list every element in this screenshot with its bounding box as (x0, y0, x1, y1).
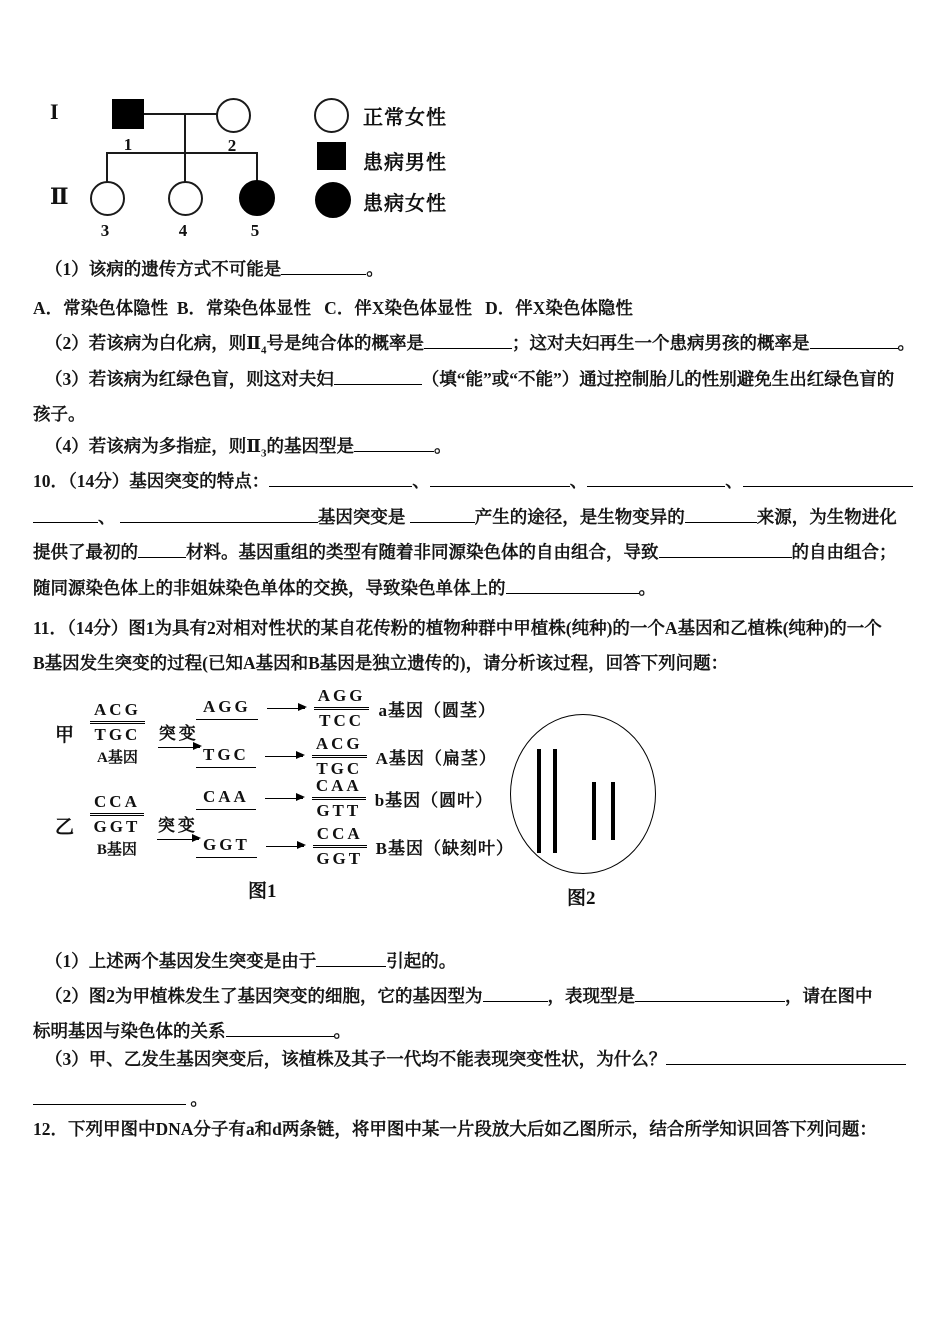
text-segment: 、 (725, 471, 743, 491)
right-arrow-icon (157, 839, 199, 841)
sib-drop-3 (256, 153, 258, 181)
answer-blank (506, 591, 639, 594)
q9-part3-cont-line (33, 403, 86, 426)
legend-circle-filled-icon (315, 182, 351, 218)
text-segment: 的基因型是 (266, 436, 354, 456)
text-segment: （3）甲、乙发生基因突变后，该植株及其子一代均不能表现突变性状，为什么？ (45, 1049, 667, 1069)
answer-blank (483, 999, 548, 1002)
q11-sub2-line (45, 985, 873, 1008)
answer-blank (410, 520, 475, 523)
mutated-strand: CAA (196, 787, 256, 810)
result-gene-label: b基因（圆叶） (374, 791, 494, 810)
pedigree-affected-male-1 (112, 99, 144, 129)
legend-label-affected-female: 患病女性 (363, 193, 447, 215)
fig1-row-jia-1 (196, 686, 496, 731)
legend-circle-open-icon (314, 98, 349, 133)
text-segment: ，请在图中 (785, 986, 873, 1006)
result-gene-label: A基因（扁茎） (375, 749, 497, 768)
individual-number: 2 (227, 136, 237, 155)
q9-part1-line (45, 258, 384, 281)
figure2-caption: 图2 (567, 888, 596, 909)
answer-blank (33, 1102, 186, 1105)
q9-options-line (33, 297, 633, 320)
pedigree-affected-female-5 (239, 180, 275, 216)
sib-drop-1 (106, 153, 108, 182)
mutated-strand: TGC (196, 745, 256, 768)
text-segment: 的自由组合； (791, 542, 897, 562)
individual-number: 3 (100, 221, 110, 240)
q10-line-4 (33, 577, 656, 600)
right-arrow-icon (265, 756, 303, 758)
dna-strand-top: CCA (313, 824, 367, 848)
q9-part2-line (45, 332, 915, 363)
text-segment: 10．（14分）基因突变的特点： (33, 471, 270, 491)
right-arrow-icon (266, 846, 304, 848)
legend-label-normal-female: 正常女性 (363, 107, 447, 129)
dna-strand-bottom: TCC (319, 711, 365, 730)
result-duplex (312, 776, 366, 821)
text-segment: （2）图2为甲植株发生了基因突变的细胞，它的基因型为 (45, 986, 483, 1006)
generation-1-label: I (50, 99, 59, 124)
answer-blank (316, 964, 386, 967)
result-gene-label: a基因（圆茎） (378, 701, 496, 720)
subscript-segment: 3 (261, 447, 267, 460)
text-segment: （填“能”或“不能”）通过控制胎儿的性别避免生出红绿色盲的 (421, 369, 895, 389)
descent-line (184, 114, 186, 153)
text-segment: （4）若该病为多指症，则Ⅱ (45, 436, 261, 456)
answer-blank (743, 484, 913, 487)
chromosome-long-1 (537, 749, 541, 853)
text-segment: （1）上述两个基因发生突变是由于 (45, 951, 317, 971)
text-segment: 。 (186, 1089, 208, 1109)
chromosome-short-1 (592, 782, 596, 840)
answer-blank (810, 346, 898, 349)
result-duplex (314, 686, 370, 731)
text-segment: 产生的途径，是生物变异的 (474, 507, 685, 527)
text-segment: 。 (333, 1021, 351, 1041)
individual-number: 1 (123, 135, 133, 154)
answer-blank (138, 555, 186, 558)
answer-blank (33, 520, 98, 523)
fig1-yi-source-group (55, 792, 199, 859)
text-segment: 号是纯合体的概率是 (266, 333, 424, 353)
text-segment: 。 (366, 259, 384, 279)
text-segment: 、 (98, 507, 120, 527)
dna-strand-bottom: GGT (93, 817, 141, 836)
fig1-yi-name: 乙 (55, 817, 78, 838)
mutated-strand: GGT (196, 835, 257, 858)
subscript-segment: 4 (261, 344, 267, 357)
text-segment: （2）若该病为白化病，则Ⅱ (45, 333, 261, 353)
q10-line-1 (33, 470, 913, 493)
pedigree-normal-female-2 (216, 98, 251, 133)
text-segment: 、 (412, 471, 430, 491)
individual-number: 5 (250, 221, 260, 240)
right-arrow-icon (267, 708, 305, 710)
result-duplex (313, 824, 367, 869)
text-segment: 随同源染色体上的非姐妹染色单体的交换，导致染色单体上的 (33, 578, 506, 598)
marriage-line (144, 113, 218, 115)
text-segment: A．常染色体隐性 B．常染色体显性 C．伴X染色体显性 D．伴X染色体隐性 (33, 298, 633, 318)
q11-sub1-line (45, 950, 456, 973)
fig1-jia-source-group (55, 700, 200, 767)
fig1-jia-gene-duplex (90, 700, 145, 767)
dna-strand-bottom: TGC (94, 725, 141, 744)
answer-blank (659, 555, 792, 558)
dna-strand-top: AGG (314, 686, 370, 710)
pedigree-normal-female-3 (90, 181, 125, 216)
chromosome-long-2 (553, 749, 557, 853)
figure1-caption: 图1 (248, 881, 277, 902)
q10-line-2 (33, 506, 897, 529)
text-segment: 引起的。 (386, 951, 457, 971)
gene-name-label: A基因 (96, 750, 138, 766)
q12-intro-line: 12．下列甲图中DNA分子有a和d两条链，将甲图中某一片段放大后如乙图所示，结合所学知识回答下列问题： (33, 1119, 877, 1139)
answer-blank (120, 520, 318, 523)
pedigree-normal-female-4 (168, 181, 203, 216)
dna-strand-top: ACG (90, 700, 145, 724)
dna-strand-top: ACG (312, 734, 367, 758)
gene-name-label: B基因 (96, 842, 137, 858)
fig1-row-yi-1 (196, 776, 493, 821)
dna-strand-bottom: GGT (316, 849, 364, 868)
text-segment: 标明基因与染色体的关系 (33, 1021, 226, 1041)
q10-line-3 (33, 541, 897, 564)
text-segment: 来源，为生物进化 (756, 507, 897, 527)
q9-part3-line (45, 368, 894, 391)
dna-strand-bottom: GTT (316, 801, 362, 820)
q9-part4-line (45, 435, 452, 466)
answer-blank (666, 1062, 906, 1065)
text-segment: 。 (638, 578, 656, 598)
text-segment: 提供了最初的 (33, 542, 138, 562)
text-segment: 。 (434, 436, 452, 456)
sib-drop-2 (184, 153, 186, 182)
right-arrow-icon (158, 747, 200, 749)
text-segment: ，表现型是 (547, 986, 635, 1006)
text-segment: 孩子。 (33, 404, 86, 424)
result-duplex (312, 734, 367, 779)
answer-blank (685, 520, 757, 523)
q11-sub2-cont-line (33, 1020, 351, 1043)
mutation-arrow-group (158, 719, 200, 749)
mutation-label: 突变 (158, 723, 199, 743)
q11-intro-line-2: B基因发生突变的过程(已知A基因和B基因是独立遗传的)，请分析该过程，回答下列问题： (33, 653, 729, 673)
generation-2-label: Ⅱ (50, 184, 69, 209)
text-segment: 材料。基因重组的类型有随着非同源染色体的自由组合，导致 (186, 542, 659, 562)
text-segment: 、 (569, 471, 588, 491)
answer-blank (635, 999, 785, 1002)
individual-number: 4 (178, 221, 188, 240)
answer-blank (354, 449, 434, 452)
q11-sub3-cont-line (33, 1088, 208, 1111)
legend-square-filled-icon (317, 142, 346, 170)
answer-blank (424, 346, 512, 349)
text-segment: （1）该病的遗传方式不可能是 (45, 259, 282, 279)
answer-blank (281, 272, 366, 275)
mutation-label: 突变 (157, 815, 198, 835)
fig1-jia-name: 甲 (55, 725, 78, 746)
result-gene-label: B基因（缺刻叶） (375, 839, 514, 858)
chromosome-short-2 (611, 782, 615, 840)
q11-intro-line-1: 11．（14分）图1为具有2对相对性状的某自花传粉的植物种群中甲植株(纯种)的一个A基因和乙植株(纯种)的一个 (33, 618, 882, 638)
fig2-cell-outline (510, 714, 656, 874)
dna-strand-bottom: TGC (316, 759, 363, 778)
answer-blank (226, 1034, 334, 1037)
fig1-row-jia-2 (196, 734, 497, 779)
text-segment: ；这对夫妇再生一个患病男孩的概率是 (512, 333, 810, 353)
dna-strand-top: CAA (312, 776, 366, 800)
text-segment: 。 (897, 333, 915, 353)
text-segment: 基因突变是 (317, 507, 410, 527)
q11-sub3-line (45, 1048, 906, 1071)
mutation-arrow-group (157, 811, 199, 841)
answer-blank (334, 382, 422, 385)
fig1-yi-gene-duplex (90, 792, 144, 859)
answer-blank (430, 484, 570, 487)
dna-strand-top: CCA (90, 792, 144, 816)
legend-label-affected-male: 患病男性 (363, 152, 447, 174)
fig1-row-yi-2 (196, 824, 514, 869)
mutated-strand: AGG (196, 697, 258, 720)
right-arrow-icon (265, 798, 303, 800)
answer-blank (269, 484, 412, 487)
text-segment: （3）若该病为红绿色盲，则这对夫妇 (45, 369, 334, 389)
answer-blank (587, 484, 725, 487)
